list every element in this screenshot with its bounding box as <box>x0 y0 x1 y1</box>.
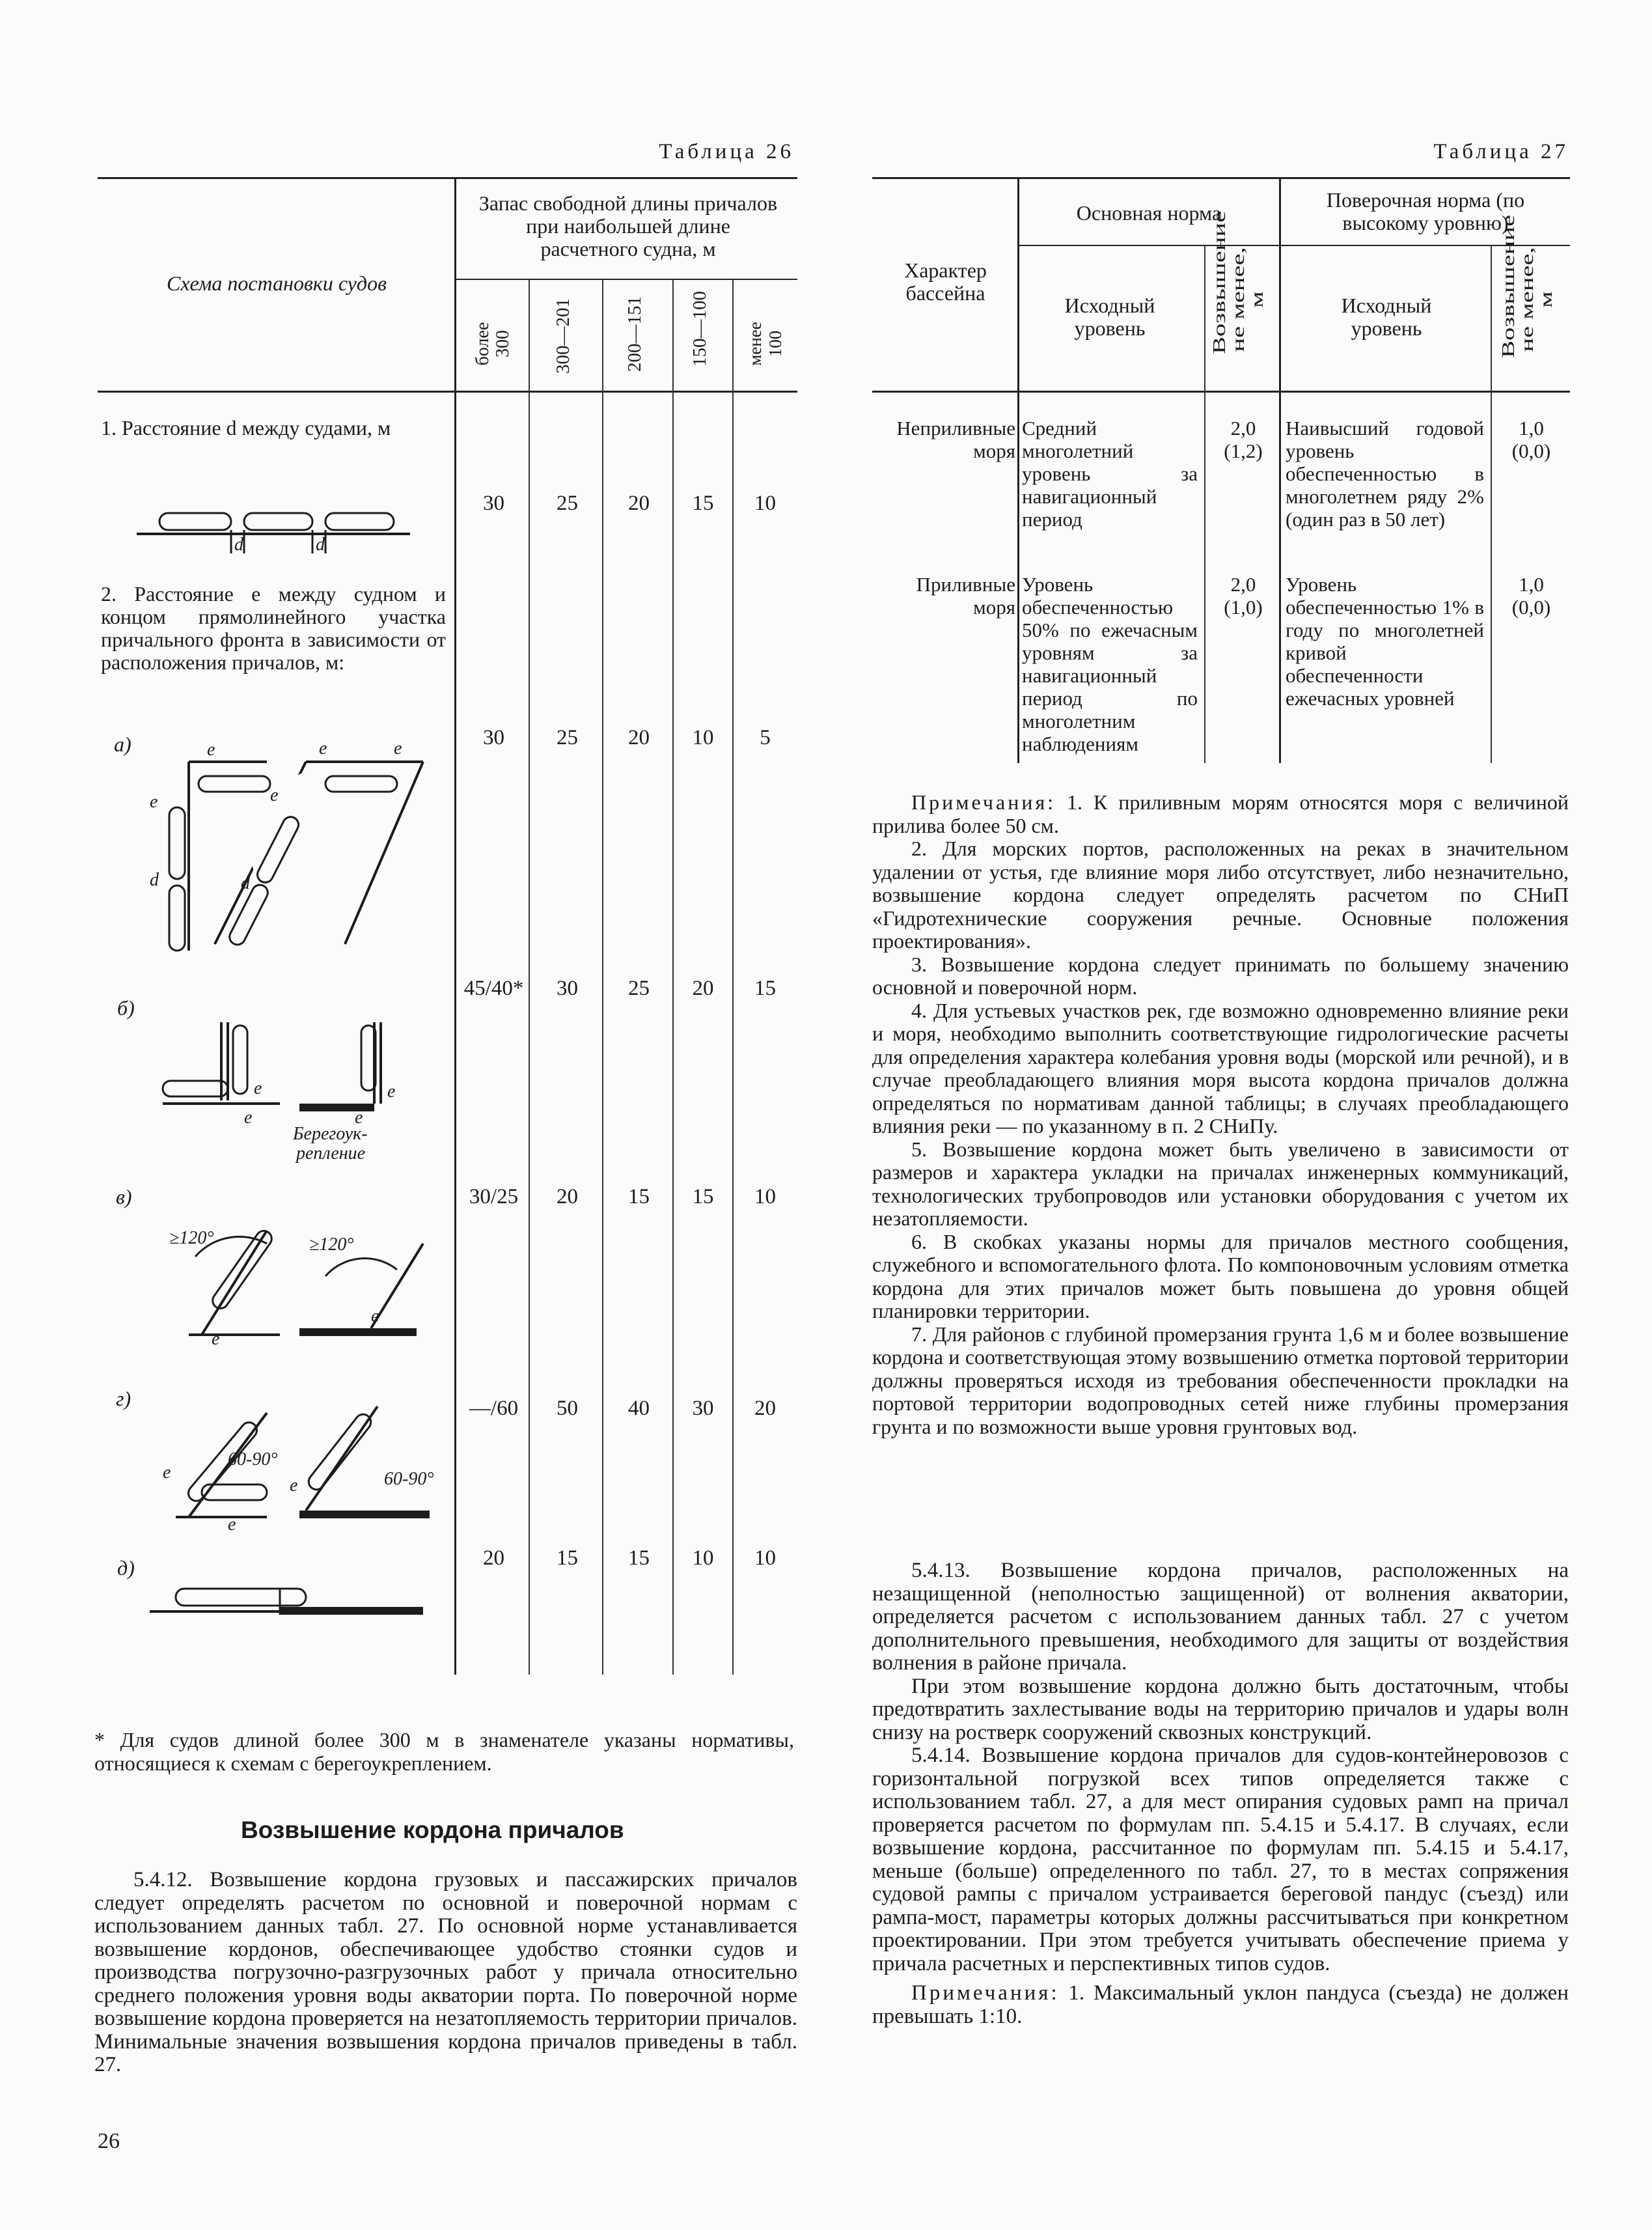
t27-sub-rule <box>1019 245 1570 246</box>
scheme-letter-g: г) <box>116 1387 131 1410</box>
svg-text:e: e <box>371 1306 379 1326</box>
t26-cell-r5-c5: 20 <box>754 1397 776 1420</box>
svg-text:e: e <box>207 740 215 760</box>
t26-cell-r4-c1: 30/25 <box>469 1185 519 1208</box>
svg-text:e: e <box>254 1078 262 1098</box>
svg-text:e: e <box>163 1462 171 1483</box>
svg-text:d: d <box>316 535 325 555</box>
t26-cell-r1-c2: 25 <box>557 492 578 515</box>
t27-vline-1 <box>1017 177 1019 763</box>
t26-cell-r2-c2: 25 <box>557 726 578 749</box>
t26-cell-r6-c1: 20 <box>483 1546 504 1570</box>
section-heading: Возвышение кордона причалов <box>241 1817 624 1843</box>
svg-text:e: e <box>387 1081 396 1102</box>
para-5-4-13: 5.4.13. Возвышение кордона причалов, расположенных на незащищенной (неполностью защищенной) от волнения акватории, определяется расчетом с использованием данных табл. 27 с учетом дополнительного превышения, необходимого для защиты от воздействия волнения в районе причала. <box>872 1559 1569 1675</box>
t26-vline-1 <box>454 177 456 1675</box>
svg-text:e: e <box>212 1329 220 1349</box>
t26-cell-r3-c2: 30 <box>557 977 578 1000</box>
t26-footnote: * Для судов длиной более 300 м в знаменателе указаны нормативы, относящиеся к схемам с берегоукреплением. <box>94 1728 794 1775</box>
svg-text:e: e <box>150 792 158 812</box>
t27-top-rule <box>872 177 1570 179</box>
svg-text:e: e <box>270 785 279 805</box>
t26-range-4: 150—100 <box>689 291 710 367</box>
t26-range-1: более 300 <box>473 322 513 366</box>
para-5-4-13b: При этом возвышение кордона должно быть достаточным, чтобы предотвратить захлестывание воды на территорию причалов и удары волн снизу на ростверк сооружений сквозных конструкций. <box>872 1674 1569 1744</box>
table26-caption: Таблица 26 <box>659 140 794 163</box>
t27-row1-main-height: 2,0 <box>1230 417 1256 439</box>
t26-cell-r3-c4: 20 <box>692 977 714 1000</box>
svg-text:репление: репление <box>296 1143 366 1164</box>
t26-cell-r3-c3: 25 <box>628 977 650 1000</box>
t26-top-rule <box>98 177 797 179</box>
t26-cell-r6-c3: 15 <box>628 1546 650 1570</box>
t27-row1-main-height2: (1,2) <box>1224 439 1263 462</box>
svg-text:e: e <box>290 1475 298 1496</box>
svg-text:e: e <box>244 1108 253 1128</box>
t27-row1-basin: Неприливные моря <box>896 417 1015 462</box>
t26-cell-r2-c5: 5 <box>760 726 771 749</box>
t27-row1-main-level: Средний многолетний уровень за навигационный период <box>1022 417 1198 531</box>
svg-text:d: d <box>150 870 159 890</box>
t26-col-scheme: Схема постановки судов <box>167 272 387 295</box>
note-2: 2. Для морских портов, расположенных на реках в значительном удалении от устья, где влияние моря либо отсутствует, либо незначительно, возвышение кордона следует определять расчетом по СНиП «Гидротехнические сооружения речные. Основные положения проектирования». <box>872 837 1569 953</box>
notes2-text: 1. Максимальный уклон пандуса (съезда) не должен превышать 1:10. <box>872 1981 1569 2028</box>
t26-vline-2 <box>529 280 530 1675</box>
para-5-4-12: 5.4.12. Возвышение кордона грузовых и пассажирских причалов следует определять расчетом по основной и поверочной нормам с использованием данных табл. 27. По основной норме устанавливается возвышение кордонов, обеспечивающее удобство стоянки судов и производства погрузочно-разгрузочных работ у причала относительно среднего положения уровня воды акватории порта. По поверочной норме возвышение кордона проверяется на незатопляемость территории причалов. Минимальные значения возвышения кордона причалов приведены в табл. 27. <box>94 1868 797 2076</box>
t27-col-height2: Возвышение не менее, м <box>1498 214 1556 358</box>
t27-vline-2 <box>1204 245 1205 763</box>
t27-row1-check-height2: (0,0) <box>1511 439 1551 462</box>
scheme-b <box>150 1009 449 1178</box>
t26-cell-r1-c1: 30 <box>483 492 504 515</box>
t27-vline-4 <box>1491 245 1492 763</box>
t26-range-5: менее 100 <box>745 322 785 366</box>
t27-col-level2: Исходный уровень <box>1341 294 1432 340</box>
t27-row2-main-height: 2,0 <box>1230 573 1256 596</box>
t26-range-3: 200—151 <box>624 296 645 372</box>
scheme-letter-d: д) <box>117 1556 135 1580</box>
svg-text:e: e <box>319 738 327 759</box>
scheme-g <box>150 1387 449 1537</box>
t27-row2-check-height: 1,0 <box>1519 573 1544 596</box>
t27-row2-check-height2: (0,0) <box>1511 596 1551 619</box>
t26-cell-r1-c4: 15 <box>692 492 714 515</box>
notes2-label: Примечания: <box>911 1981 1060 2005</box>
t27-row1-check-height: 1,0 <box>1519 417 1544 439</box>
t26-vline-5 <box>732 280 734 1675</box>
t26-cell-r1-c5: 10 <box>754 492 776 515</box>
t27-col-height: Возвышение не менее, м <box>1209 210 1267 354</box>
notes-label: Примечания: <box>911 790 1056 814</box>
scheme-letter-a: а) <box>114 732 131 756</box>
svg-text:e: e <box>394 738 402 759</box>
t26-cell-r2-c3: 20 <box>628 726 650 749</box>
right-paras <box>872 1559 1569 2028</box>
scheme-letter-b: б) <box>117 996 135 1020</box>
t26-cell-r6-c4: 10 <box>692 1546 714 1570</box>
t26-cell-r1-c3: 20 <box>628 492 650 515</box>
t26-vline-3 <box>602 280 603 1675</box>
note-4: 4. Для устьевых участков рек, где возможно одновременно влияние реки и моря, необходимо выполнить соответствующие гидрологические расчеты для определения характера колебания уровня воды (морской или речной), и в случае преобладающего влияния моря высота кордона причалов должна определяться по нормативам данной таблицы; в случаях преобладающего влияния реки — по указанному в п. 2 СНиПу. <box>872 998 1569 1137</box>
t26-cell-r3-c1: 45/40* <box>463 977 524 1000</box>
note-1: 1. К приливным морям относятся моря с величиной прилива более 50 см. <box>872 790 1569 837</box>
svg-text:60-90°: 60-90° <box>228 1449 278 1470</box>
table27-caption: Таблица 27 <box>1433 140 1569 163</box>
scheme-v <box>150 1205 449 1354</box>
t27-col-main: Основная норма <box>1076 201 1222 225</box>
t26-cell-r4-c4: 15 <box>692 1185 714 1208</box>
scheme-row1 <box>137 501 410 566</box>
t26-cell-r5-c3: 40 <box>628 1397 650 1420</box>
t27-header-rule <box>872 391 1570 393</box>
t26-cell-r2-c1: 30 <box>483 726 504 749</box>
scheme-a <box>137 736 449 957</box>
t26-col-group: Запас свободной длины причалов при наибольшей длине расчетного судна, м <box>478 191 778 260</box>
svg-text:d: d <box>234 535 243 555</box>
t27-row2-main-level: Уровень обеспеченностью 50% по ежечасным уровням за навигационный период по многолетним наблюдениям <box>1022 573 1198 755</box>
t27-row2-basin: Приливные моря <box>916 573 1015 619</box>
notes-block <box>872 791 1569 1438</box>
t27-vline-3 <box>1279 177 1281 763</box>
t26-cell-r5-c2: 50 <box>557 1397 578 1420</box>
svg-text:d: d <box>241 873 250 893</box>
note-5: 5. Возвышение кордона может быть увеличено в зависимости от размеров и характера укладки на причалах инженерных коммуникаций, технологических трубопроводов или установки оборудования с учетом их незатопляемости. <box>872 1137 1569 1230</box>
scheme-d <box>150 1582 449 1634</box>
t26-cell-r3-c5: 15 <box>754 977 776 1000</box>
svg-text:e: e <box>228 1514 236 1535</box>
t26-row1-label: 1. Расстояние d между судами, м <box>101 416 391 439</box>
t26-group-rule <box>456 279 797 280</box>
t26-cell-r6-c5: 10 <box>754 1546 776 1570</box>
para-5-4-14: 5.4.14. Возвышение кордона причалов для судов-контейнеровозов с горизонтальной погрузкой всех типов определяется также с использованием табл. 27, а для мест опирания судовых рамп на причал проверяется расчетом по формулам пп. 5.4.15 и 5.4.17. В случаях, если возвышение кордона, рассчитанное по формулам пп. 5.4.15 и 5.4.17, меньше (больше) определенного по табл. 27, то в местах сопряжения судовой рампы с причалом устраивается береговой пандус (съезд) или рампа-мост, параметры которых должны рассчитываться при конкретном проектировании. При этом требуется учитывать обеспечение приема у причала расчетных и перспективных типов судов. <box>872 1744 1569 1975</box>
t27-col-check: Поверочная норма (по высокому уровню) <box>1326 188 1525 234</box>
note-3: 3. Возвышение кордона следует принимать по большему значению основной и поверочной норм. <box>872 952 1569 999</box>
note-6: 6. В скобках указаны нормы для причалов местного сообщения, служебного и вспомогательного флота. По компоновочным условиям отметка кордона для этих причалов может быть повышена до уровня общей планировки территории. <box>872 1229 1569 1322</box>
t26-header-rule <box>98 391 797 393</box>
svg-text:60-90°: 60-90° <box>384 1469 434 1489</box>
t26-cell-r5-c4: 30 <box>692 1397 714 1420</box>
t26-cell-r5-c1: —/60 <box>469 1397 519 1420</box>
svg-text:≥120°: ≥120° <box>169 1228 214 1248</box>
t26-range-2: 300—201 <box>553 298 573 374</box>
t26-cell-r2-c4: 10 <box>692 726 714 749</box>
svg-text:Берегоук-: Берегоук- <box>293 1124 368 1144</box>
t26-cell-r4-c5: 10 <box>754 1185 776 1208</box>
svg-text:≥120°: ≥120° <box>309 1234 354 1255</box>
note-7: 7. Для районов с глубиной промерзания грунта 1,6 м и более возвышение кордона и соответствующая этому возвышению отметка портовой территории должны проверяться исходя из требования обеспеченности прокладки на портовой территории водопроводных сетей ниже глубины промерзания грунта и по возможности выше уровня грунтовых вод. <box>872 1322 1569 1438</box>
t26-cell-r4-c3: 15 <box>628 1185 650 1208</box>
t26-cell-r4-c2: 20 <box>557 1185 578 1208</box>
t27-col-basin: Характер бассейна <box>904 258 987 305</box>
t27-col-level: Исходный уровень <box>1064 294 1155 340</box>
svg-text:e: e <box>355 1108 363 1128</box>
t26-cell-r6-c2: 15 <box>557 1546 578 1570</box>
t27-row2-check-level: Уровень обеспеченностью 1% в году по многолетней кривой обеспеченности ежечасных уровней <box>1286 573 1484 710</box>
t27-row1-check-level: Наивысший годовой уровень обеспеченностью в многолетнем ряду 2% (один раз в 50 лет) <box>1286 417 1484 531</box>
page-number: 26 <box>98 2129 120 2153</box>
t27-row2-main-height2: (1,0) <box>1224 596 1263 619</box>
t26-row2-label: 2. Расстояние e между судном и концом прямолинейного участка причального фронта в зависимости от расположения причалов, м: <box>101 582 446 674</box>
scheme-letter-v: в) <box>116 1185 132 1208</box>
